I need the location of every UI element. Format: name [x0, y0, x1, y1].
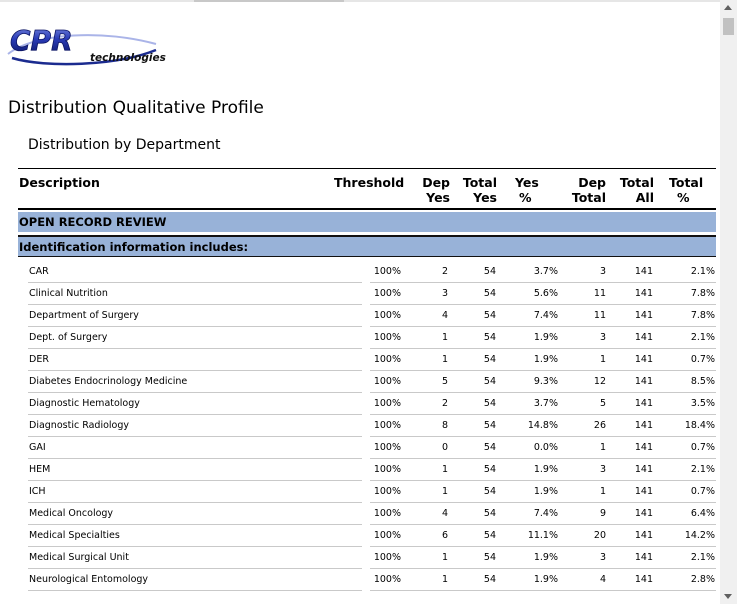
col-total-all — [615, 175, 654, 205]
row-dep-yes: 1 — [441, 464, 448, 475]
row-description: Medical Oncology — [29, 508, 114, 519]
row-total-pct: 3.5% — [690, 398, 715, 409]
row-dep-yes: 1 — [441, 486, 448, 497]
row-description: Dept. of Surgery — [29, 332, 108, 343]
row-dep-yes: 5 — [441, 376, 448, 387]
row-total-yes: 54 — [483, 398, 496, 409]
row-threshold: 100% — [373, 354, 401, 365]
row-total-yes: 54 — [483, 376, 496, 387]
row-total-all: 141 — [634, 354, 653, 365]
row-dep-total: 11 — [593, 288, 606, 299]
row-total-all: 141 — [634, 376, 653, 387]
row-total-pct: 8.5% — [690, 376, 715, 387]
table-header-rule — [18, 208, 716, 210]
row-total-pct: 7.8% — [690, 288, 715, 299]
row-total-pct: 18.4% — [684, 420, 715, 431]
row-dep-total: 3 — [599, 332, 606, 343]
row-dep-total: 3 — [599, 266, 606, 277]
col-total-pct — [669, 175, 703, 205]
row-total-pct: 6.4% — [690, 508, 715, 519]
row-values-cell — [370, 437, 716, 459]
row-values-cell — [370, 371, 716, 393]
row-yes-pct: 1.9% — [533, 354, 558, 365]
table-row — [28, 261, 716, 283]
table-row — [28, 283, 716, 305]
distribution-table — [18, 168, 716, 257]
section-title: Distribution by Department — [28, 137, 221, 153]
scroll-up-arrow-icon[interactable] — [724, 5, 732, 10]
row-total-yes: 54 — [483, 442, 496, 453]
row-description: Diagnostic Hematology — [29, 398, 140, 409]
row-description-cell — [28, 415, 362, 437]
scroll-down-arrow-icon[interactable] — [724, 594, 732, 599]
row-dep-total: 26 — [593, 420, 606, 431]
row-description: CAR — [29, 266, 49, 277]
row-threshold: 100% — [373, 574, 401, 585]
col-dep-yes-line2: Yes — [426, 190, 450, 205]
row-total-pct: 0.7% — [690, 442, 715, 453]
row-description-cell — [28, 261, 362, 283]
row-total-pct: 2.1% — [690, 266, 715, 277]
table-row — [28, 371, 716, 393]
row-threshold: 100% — [373, 464, 401, 475]
table-row — [28, 305, 716, 327]
row-description-cell — [28, 305, 362, 327]
row-total-all: 141 — [634, 420, 653, 431]
col-total-yes-line2: Yes — [473, 190, 497, 205]
row-values-cell — [370, 503, 716, 525]
col-threshold: Threshold — [334, 175, 405, 190]
row-total-all: 141 — [634, 332, 653, 343]
row-total-yes: 54 — [483, 332, 496, 343]
col-dep-yes-line1: Dep — [422, 175, 450, 190]
row-total-all: 141 — [634, 442, 653, 453]
row-yes-pct: 14.8% — [527, 420, 558, 431]
row-description: Department of Surgery — [29, 310, 139, 321]
row-dep-total: 3 — [599, 464, 606, 475]
col-total-yes — [458, 175, 497, 205]
row-dep-yes: 2 — [441, 398, 448, 409]
row-description: Medical Surgical Unit — [29, 552, 129, 563]
row-dep-total: 1 — [599, 486, 606, 497]
row-total-pct: 14.2% — [684, 530, 715, 541]
row-dep-total: 1 — [599, 354, 606, 365]
row-description: Clinical Nutrition — [29, 288, 108, 299]
row-values-cell — [370, 327, 716, 349]
col-description: Description — [19, 175, 100, 190]
svg-text:technologies: technologies — [90, 52, 166, 64]
row-description: ICH — [29, 486, 46, 497]
page-title: Distribution Qualitative Profile — [8, 98, 264, 118]
table-row — [28, 525, 716, 547]
row-threshold: 100% — [373, 552, 401, 563]
row-dep-yes: 1 — [441, 354, 448, 365]
row-threshold: 100% — [373, 420, 401, 431]
row-dep-total: 1 — [599, 442, 606, 453]
row-total-pct: 0.7% — [690, 486, 715, 497]
row-total-yes: 54 — [483, 266, 496, 277]
row-yes-pct: 9.3% — [533, 376, 558, 387]
row-description-cell — [28, 349, 362, 371]
row-description-cell — [28, 283, 362, 305]
scroll-thumb[interactable] — [723, 18, 734, 35]
row-dep-total: 11 — [593, 310, 606, 321]
row-description: GAI — [29, 442, 46, 453]
row-threshold: 100% — [373, 486, 401, 497]
row-threshold: 100% — [373, 442, 401, 453]
row-values-cell — [370, 415, 716, 437]
row-yes-pct: 7.4% — [533, 508, 558, 519]
row-total-pct: 2.1% — [690, 332, 715, 343]
row-dep-yes: 1 — [441, 574, 448, 585]
row-description-cell — [28, 327, 362, 349]
row-description-cell — [28, 525, 362, 547]
table-row — [28, 437, 716, 459]
svg-text:CPR: CPR — [10, 24, 73, 57]
row-total-all: 141 — [634, 486, 653, 497]
cpr-technologies-logo — [6, 22, 186, 72]
table-row — [28, 481, 716, 503]
row-dep-yes: 2 — [441, 266, 448, 277]
row-dep-total: 5 — [599, 398, 606, 409]
row-yes-pct: 1.9% — [533, 486, 558, 497]
row-total-all: 141 — [634, 530, 653, 541]
row-values-cell — [370, 481, 716, 503]
row-threshold: 100% — [373, 288, 401, 299]
row-values-cell — [370, 261, 716, 283]
row-yes-pct: 11.1% — [527, 530, 558, 541]
row-dep-yes: 4 — [441, 508, 448, 519]
col-dep-total — [563, 175, 606, 205]
row-threshold: 100% — [373, 376, 401, 387]
row-threshold: 100% — [373, 530, 401, 541]
row-values-cell — [370, 569, 716, 591]
row-dep-yes: 4 — [441, 310, 448, 321]
row-description: Diabetes Endocrinology Medicine — [29, 376, 188, 387]
row-values-cell — [370, 283, 716, 305]
row-values-cell — [370, 305, 716, 327]
row-total-pct: 2.1% — [690, 552, 715, 563]
row-yes-pct: 7.4% — [533, 310, 558, 321]
row-dep-yes: 6 — [441, 530, 448, 541]
table-row — [28, 349, 716, 371]
row-description-cell — [28, 393, 362, 415]
row-total-all: 141 — [634, 288, 653, 299]
group-heading: OPEN RECORD REVIEW — [18, 212, 716, 232]
table-header — [18, 169, 716, 208]
row-description: DER — [29, 354, 49, 365]
table-row — [28, 327, 716, 349]
row-total-yes: 54 — [483, 288, 496, 299]
row-dep-total: 9 — [599, 508, 606, 519]
row-description-cell — [28, 371, 362, 393]
row-yes-pct: 0.0% — [533, 442, 558, 453]
row-values-cell — [370, 547, 716, 569]
row-yes-pct: 1.9% — [533, 332, 558, 343]
row-dep-total: 3 — [599, 552, 606, 563]
row-dep-total: 12 — [593, 376, 606, 387]
row-total-all: 141 — [634, 464, 653, 475]
row-dep-yes: 3 — [441, 288, 448, 299]
row-description-cell — [28, 481, 362, 503]
row-yes-pct: 3.7% — [533, 266, 558, 277]
col-dep-total-line1: Dep — [578, 175, 606, 190]
row-yes-pct: 1.9% — [533, 464, 558, 475]
row-total-yes: 54 — [483, 574, 496, 585]
row-total-all: 141 — [634, 574, 653, 585]
row-total-pct: 7.8% — [690, 310, 715, 321]
table-row — [28, 459, 716, 481]
row-values-cell — [370, 349, 716, 371]
col-yes-pct — [515, 175, 539, 205]
row-total-pct: 2.1% — [690, 464, 715, 475]
row-dep-yes: 0 — [441, 442, 448, 453]
row-description-cell — [28, 547, 362, 569]
row-values-cell — [370, 525, 716, 547]
row-total-yes: 54 — [483, 310, 496, 321]
row-dep-yes: 1 — [441, 332, 448, 343]
row-description: Diagnostic Radiology — [29, 420, 129, 431]
row-total-all: 141 — [634, 552, 653, 563]
window-top-bar — [0, 0, 737, 2]
row-total-pct: 0.7% — [690, 354, 715, 365]
row-dep-total: 4 — [599, 574, 606, 585]
row-description: Neurological Entomology — [29, 574, 149, 585]
row-total-yes: 54 — [483, 486, 496, 497]
row-description-cell — [28, 503, 362, 525]
row-total-yes: 54 — [483, 354, 496, 365]
table-body — [28, 261, 716, 591]
row-total-yes: 54 — [483, 552, 496, 563]
top-bar-marker — [194, 0, 344, 2]
row-description-cell — [28, 569, 362, 591]
subgroup-heading: Identification information includes: — [18, 235, 716, 256]
row-total-pct: 2.8% — [690, 574, 715, 585]
row-total-all: 141 — [634, 266, 653, 277]
vertical-scrollbar[interactable] — [720, 0, 737, 604]
row-threshold: 100% — [373, 332, 401, 343]
row-yes-pct: 1.9% — [533, 552, 558, 563]
row-total-yes: 54 — [483, 420, 496, 431]
row-dep-yes: 8 — [441, 420, 448, 431]
row-dep-total: 20 — [593, 530, 606, 541]
row-threshold: 100% — [373, 398, 401, 409]
table-row — [28, 415, 716, 437]
row-yes-pct: 1.9% — [533, 574, 558, 585]
row-values-cell — [370, 459, 716, 481]
table-row — [28, 503, 716, 525]
row-yes-pct: 5.6% — [533, 288, 558, 299]
table-row — [28, 547, 716, 569]
col-yes-pct-line2: % — [519, 190, 532, 205]
row-description-cell — [28, 437, 362, 459]
row-total-all: 141 — [634, 310, 653, 321]
row-threshold: 100% — [373, 310, 401, 321]
row-description: HEM — [29, 464, 51, 475]
row-total-yes: 54 — [483, 530, 496, 541]
table-row — [28, 393, 716, 415]
col-total-all-line2: All — [635, 190, 654, 205]
col-dep-total-line2: Total — [571, 190, 606, 205]
row-dep-yes: 1 — [441, 552, 448, 563]
row-total-all: 141 — [634, 398, 653, 409]
col-total-yes-line1: Total — [462, 175, 497, 190]
row-threshold: 100% — [373, 266, 401, 277]
row-description-cell — [28, 459, 362, 481]
row-description: Medical Specialties — [29, 530, 120, 541]
table-row — [28, 569, 716, 591]
row-yes-pct: 3.7% — [533, 398, 558, 409]
col-total-all-line1: Total — [619, 175, 654, 190]
col-total-pct-line2: % — [677, 190, 690, 205]
row-values-cell — [370, 393, 716, 415]
row-threshold: 100% — [373, 508, 401, 519]
row-total-yes: 54 — [483, 508, 496, 519]
row-total-yes: 54 — [483, 464, 496, 475]
row-total-all: 141 — [634, 508, 653, 519]
col-yes-pct-line1: Yes — [515, 175, 539, 190]
col-dep-yes — [410, 175, 450, 205]
col-total-pct-line1: Total — [669, 175, 704, 190]
